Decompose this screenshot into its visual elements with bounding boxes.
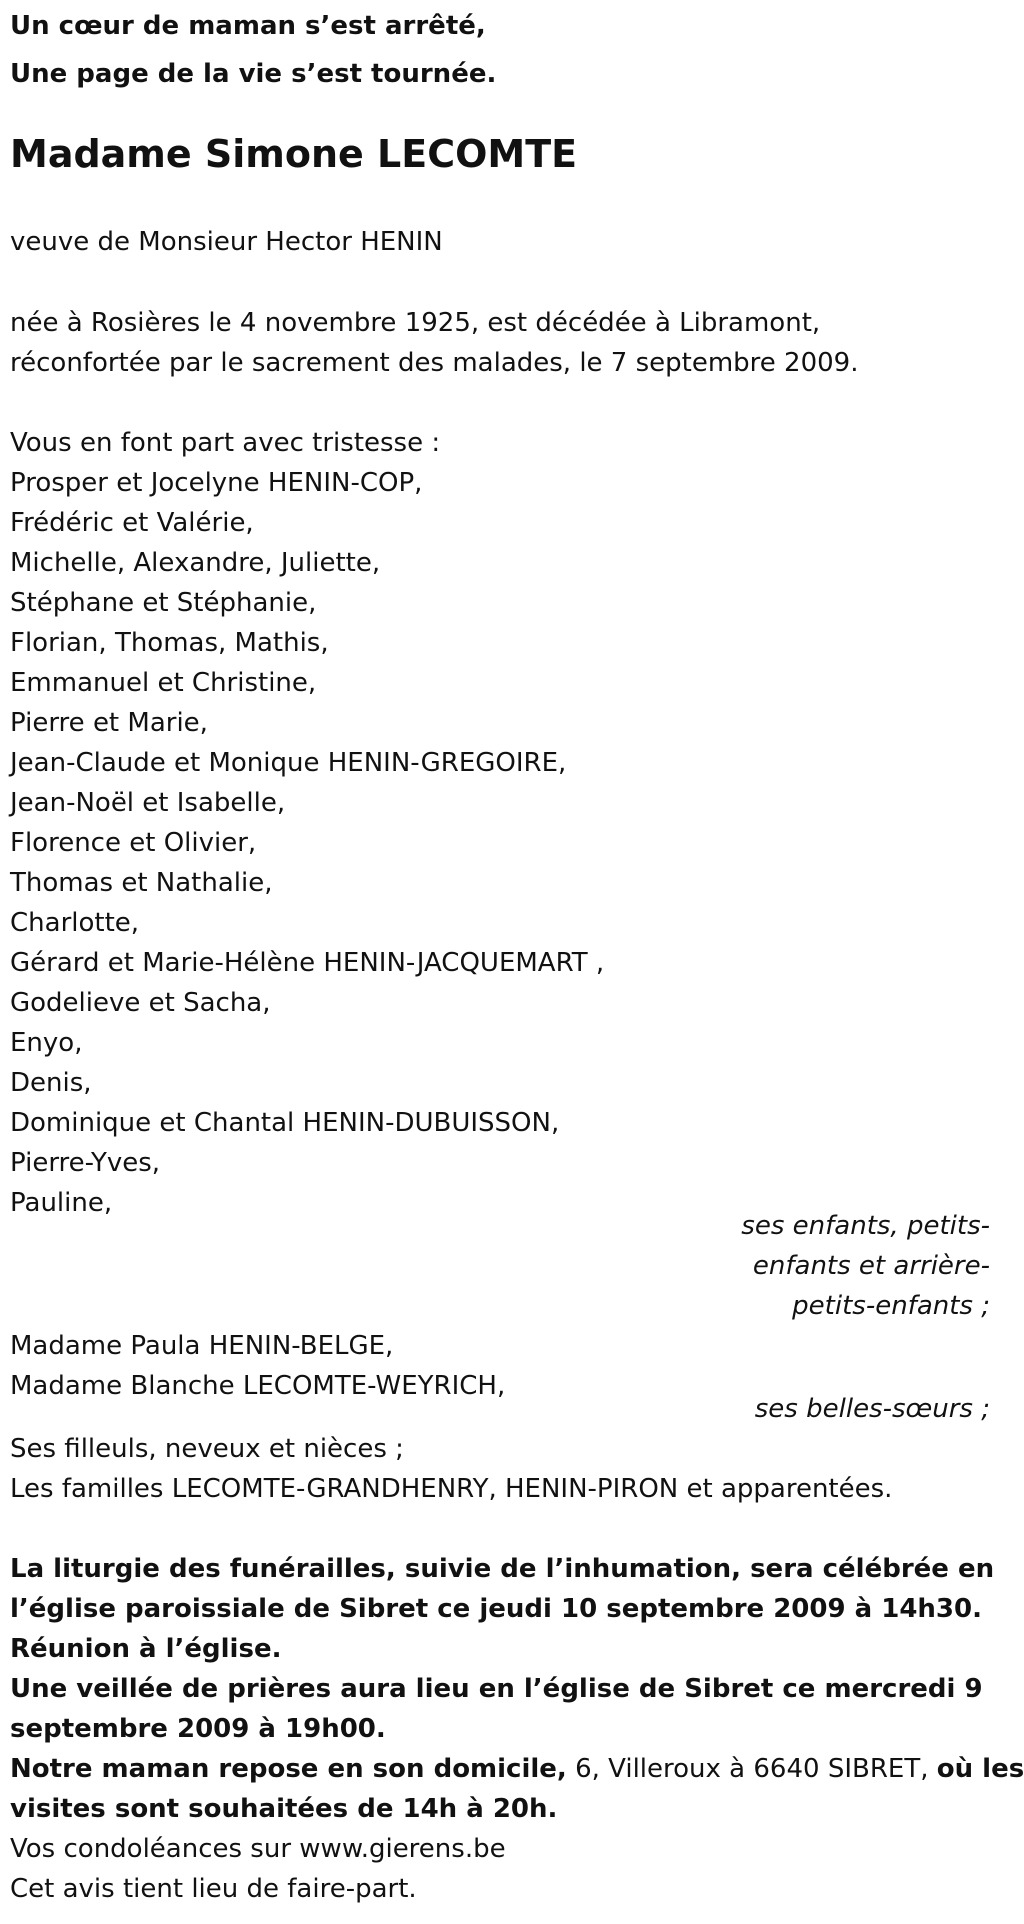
family-member: Florence et Olivier,	[10, 828, 257, 858]
children-note-line: enfants et arrière-	[752, 1251, 990, 1281]
family-member: Florian, Thomas, Mathis,	[10, 628, 329, 658]
family-member: Charlotte,	[10, 908, 140, 938]
others-line: Ses filleuls, neveux et nièces ;	[10, 1434, 404, 1464]
rest-bold-end: où les	[936, 1754, 1024, 1784]
widow-line: veuve de Monsieur Hector HENIN	[10, 227, 443, 257]
funeral-line: Une veillée de prières aura lieu en l’église de Sibret ce mercredi 9	[10, 1674, 983, 1704]
children-note-line: ses enfants, petits-	[741, 1211, 990, 1241]
funeral-line: septembre 2009 à 19h00.	[10, 1714, 386, 1744]
intro-line-1: Un cœur de maman s’est arrêté,	[10, 11, 486, 41]
others-line: Les familles LECOMTE-GRANDHENRY, HENIN-PIRON et apparentées.	[10, 1474, 893, 1504]
family-intro: Vous en font part avec tristesse :	[10, 428, 441, 458]
rest-line-2: visites sont souhaitées de 14h à 20h.	[10, 1794, 558, 1824]
sister-in-law: Madame Paula HENIN-BELGE,	[10, 1331, 394, 1361]
sisters-note: ses belles-sœurs ;	[754, 1394, 990, 1424]
sister-in-law: Madame Blanche LECOMTE-WEYRICH,	[10, 1371, 506, 1401]
birth-line-1: née à Rosières le 4 novembre 1925, est décédée à Libramont,	[10, 308, 821, 338]
rest-address: 6, Villeroux à 6640 SIBRET,	[566, 1754, 937, 1784]
notice-line: Cet avis tient lieu de faire-part.	[10, 1874, 417, 1904]
rest-bold-part: Notre maman repose en son domicile,	[10, 1754, 567, 1784]
family-member: Stéphane et Stéphanie,	[10, 588, 317, 618]
family-member: Michelle, Alexandre, Juliette,	[10, 548, 381, 578]
funeral-line: Réunion à l’église.	[10, 1634, 282, 1664]
family-member: Prosper et Jocelyne HENIN-COP,	[10, 468, 423, 498]
children-note-line: petits-enfants ;	[792, 1291, 990, 1321]
family-member: Gérard et Marie-Hélène HENIN-JACQUEMART ,	[10, 948, 605, 978]
rest-line-1	[10, 1752, 1024, 1786]
funeral-line: La liturgie des funérailles, suivie de l’inhumation, sera célébrée en	[10, 1554, 995, 1584]
family-member: Dominique et Chantal HENIN-DUBUISSON,	[10, 1108, 560, 1138]
birth-line-2: réconfortée par le sacrement des malades, le 7 septembre 2009.	[10, 348, 859, 378]
family-member: Pierre et Marie,	[10, 708, 208, 738]
family-member: Pierre-Yves,	[10, 1148, 161, 1178]
intro-line-2: Une page de la vie s’est tournée.	[10, 59, 497, 89]
family-member: Jean-Claude et Monique HENIN-GREGOIRE,	[10, 748, 567, 778]
family-member: Emmanuel et Christine,	[10, 668, 317, 698]
family-member: Enyo,	[10, 1028, 83, 1058]
condolences-line: Vos condoléances sur www.gierens.be	[10, 1834, 506, 1864]
family-member: Thomas et Nathalie,	[10, 868, 273, 898]
family-member: Frédéric et Valérie,	[10, 508, 254, 538]
family-member: Jean-Noël et Isabelle,	[10, 788, 286, 818]
family-member: Denis,	[10, 1068, 92, 1098]
family-member: Godelieve et Sacha,	[10, 988, 271, 1018]
family-member: Pauline,	[10, 1188, 113, 1218]
funeral-line: l’église paroissiale de Sibret ce jeudi 10 septembre 2009 à 14h30.	[10, 1594, 982, 1624]
deceased-name: Madame Simone LECOMTE	[10, 132, 578, 176]
